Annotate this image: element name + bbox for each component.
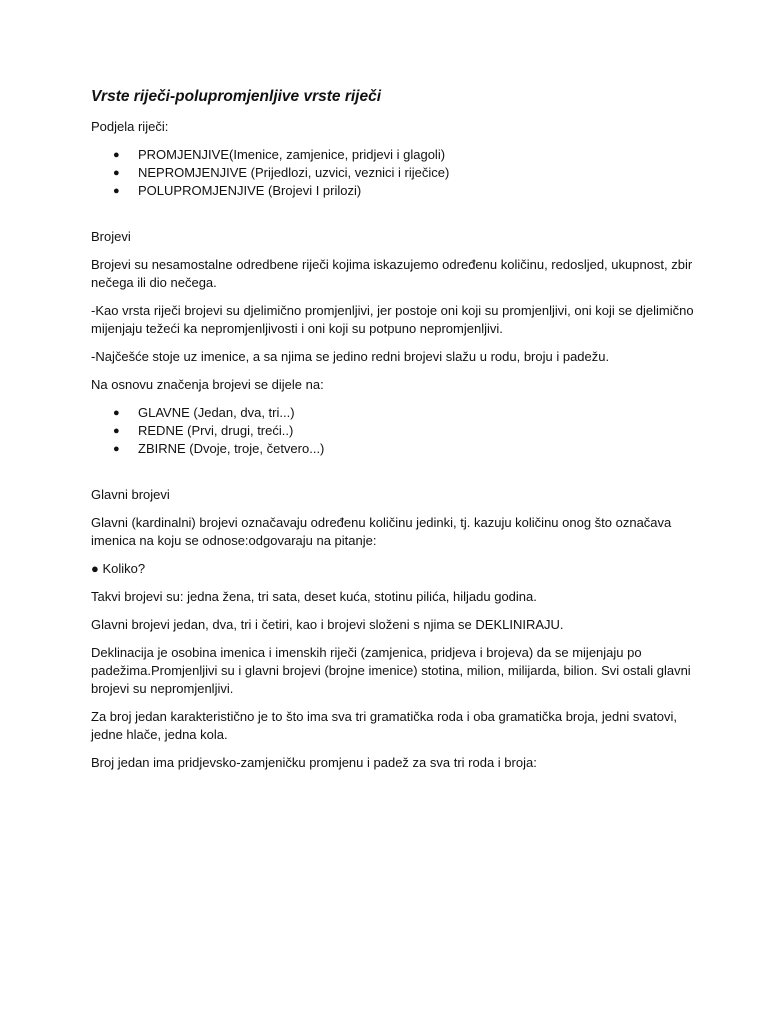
document-title: Vrste riječi-polupromjenljive vrste riječi — [91, 88, 382, 105]
list-item: ● GLAVNE (Jedan, dva, tri...) — [113, 405, 295, 420]
section-heading-brojevi: Brojevi — [91, 229, 131, 244]
paragraph: Za broj jedan karakteristično je to što ima sva tri gramatička roda i oba gramatička broja, jedni svatovi, jedne hlače, jedna kola. — [91, 709, 677, 742]
word-types-list — [91, 146, 698, 200]
bullet-icon: ● — [113, 443, 120, 455]
list-item: ● ZBIRNE (Dvoje, troje, četvero...) — [113, 441, 325, 456]
paragraph: Na osnovu značenja brojevi se dijele na: — [91, 377, 324, 392]
paragraph: ● Koliko? — [91, 561, 146, 576]
paragraph: Takvi brojevi su: jedna žena, tri sata, deset kuća, stotinu pilića, hiljadu godina. — [91, 589, 537, 604]
list-item: ● PROMJENJIVE(Imenice, zamjenice, pridjevi i glagoli) — [113, 147, 446, 162]
list-item: ● REDNE (Prvi, drugi, treći..) — [113, 423, 294, 438]
list-item: ● NEPROMJENJIVE (Prijedlozi, uzvici, veznici i riječice) — [113, 165, 450, 180]
section-heading-glavni: Glavni brojevi — [91, 487, 170, 502]
bullet-icon: ● — [113, 407, 120, 419]
bullet-icon: ● — [113, 167, 120, 179]
number-kinds-list — [91, 404, 698, 458]
paragraph: Glavni (kardinalni) brojevi označavaju određenu količinu jedinki, tj. kazuju količinu onog što označava imenica na koju se odnose:odgovaraju na pitanje: — [91, 515, 672, 548]
bullet-icon: ● — [113, 425, 120, 437]
paragraph: Brojevi su nesamostalne odredbene riječi kojima iskazujemo određenu količinu, redosljed, ukupnost, zbir nečega ili dio nečega. — [91, 257, 693, 290]
bullet-icon: ● — [113, 149, 120, 161]
paragraph: -Kao vrsta riječi brojevi su djelimično promjenljivi, jer postoje oni koji su promjenljivi, oni koji se djelimično mijenjaju težeći ka nepromjenljivosti i oni koji su potpuno nepromjenljivi. — [91, 303, 694, 336]
bullet-icon: ● — [113, 185, 120, 197]
paragraph: -Najčešće stoje uz imenice, a sa njima se jedino redni brojevi slažu u rodu, broju i padežu. — [91, 349, 610, 364]
list-item: ● POLUPROMJENJIVE (Brojevi I prilozi) — [113, 183, 362, 198]
paragraph: Deklinacija je osobina imenica i imenskih riječi (zamjenica, pridjeva i brojeva) da se mijenjaju po padežima.Promjenljivi su i glavni brojevi (brojne imenice) stotina, milion, milijarda, bilion. Svi ostali glavni brojevi su nepromjenljivi. — [91, 645, 691, 696]
paragraph: Broj jedan ima pridjevsko-zamjeničku promjenu i padež za sva tri roda i broja: — [91, 755, 537, 770]
paragraph: Glavni brojevi jedan, dva, tri i četiri, kao i brojevi složeni s njima se DEKLINIRAJU. — [91, 617, 564, 632]
intro-label: Podjela riječi: — [91, 119, 169, 134]
